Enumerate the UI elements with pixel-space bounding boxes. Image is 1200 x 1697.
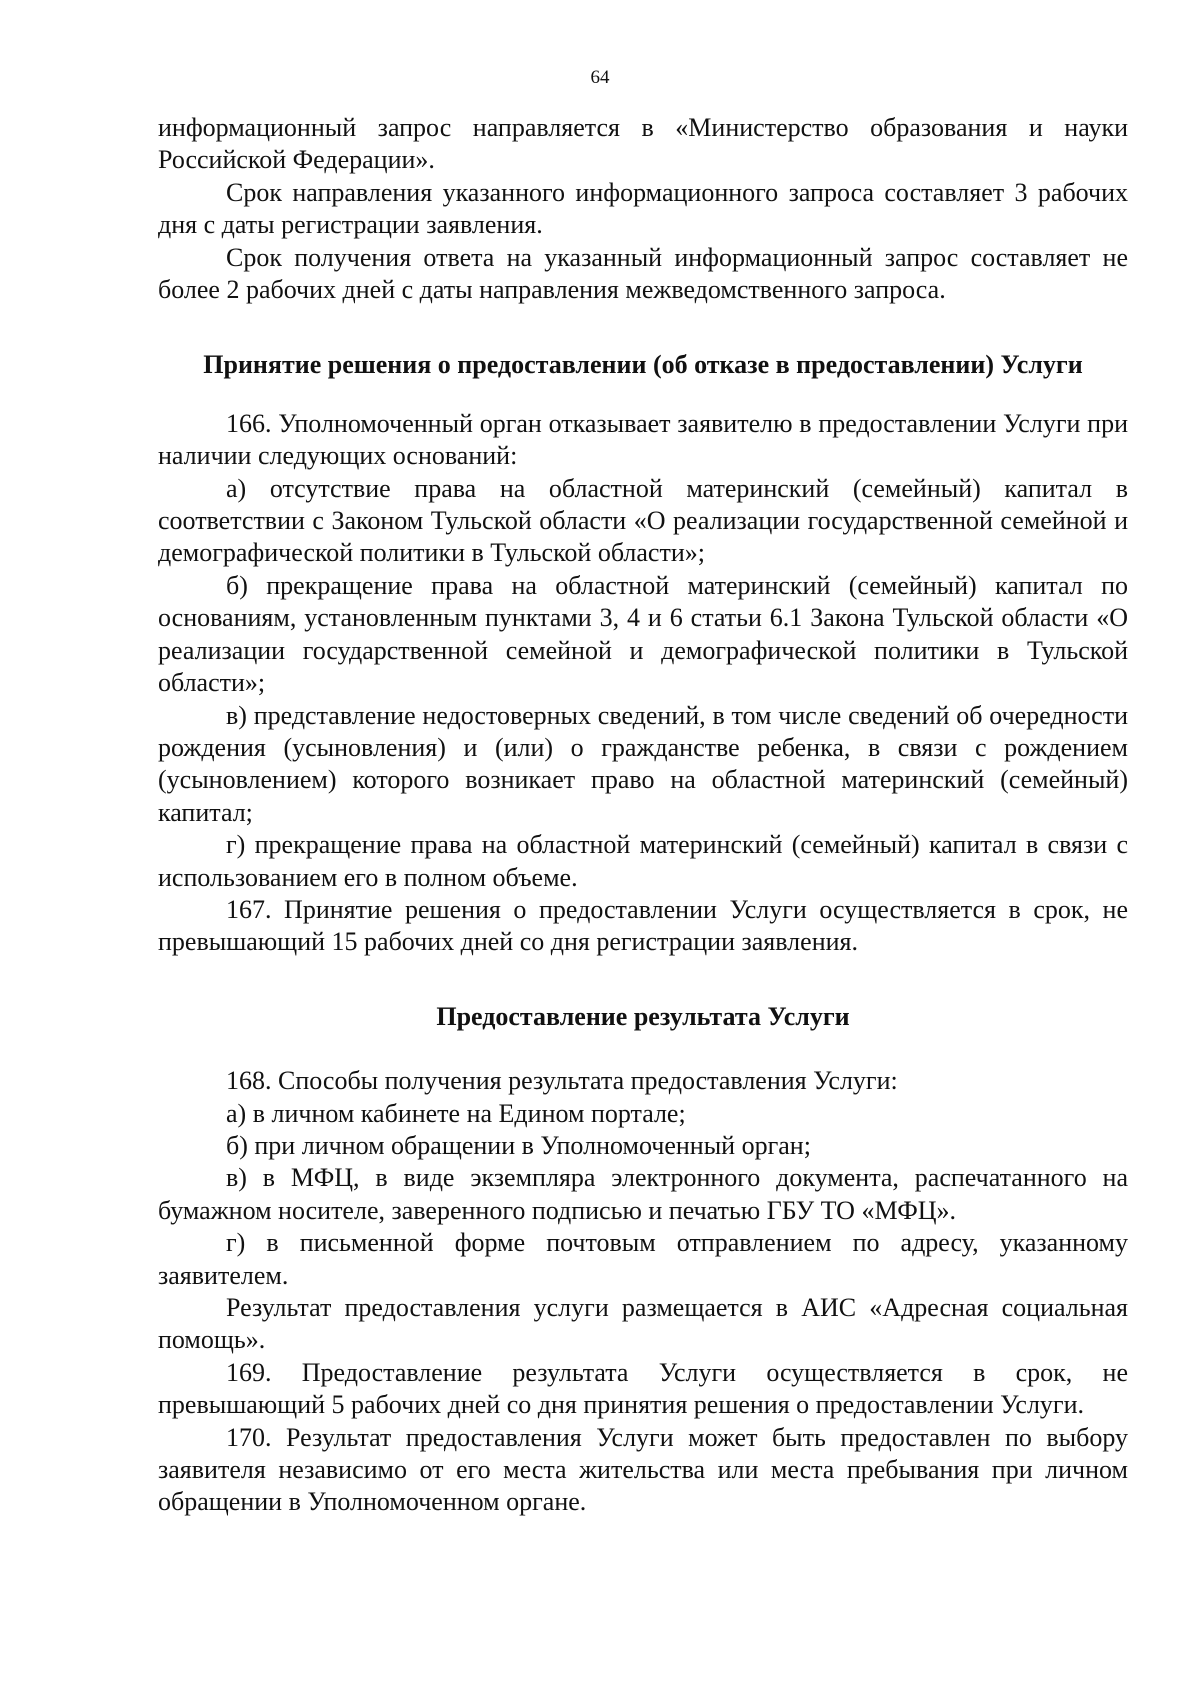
paragraph-item-168: 168. Способы получения результата предоставления Услуги: xyxy=(226,1066,898,1096)
paragraph-item-166-b: б) прекращение права на областной материнский (семейный) капитал по основаниям, установленным пунктами 3, 4 и 6 статьи 6.1 Закона Тульской области «О реализации государственной семейной и демографической политики в Тульской области»; xyxy=(158,570,1128,698)
paragraph-item-170: 170. Результат предоставления Услуги может быть предоставлен по выбору заявителя независимо от его места жительства или места пребывания при личном обращении в Уполномоченном органе. xyxy=(158,1422,1128,1517)
paragraph-item-168-b: б) при личном обращении в Уполномоченный орган; xyxy=(226,1130,811,1160)
section-heading-decision: Принятие решения о предоставлении (об отказе в предоставлении) Услуги xyxy=(203,350,1083,380)
paragraph-item-169: 169. Предоставление результата Услуги осуществляется в срок, не превышающий 5 рабочих дней со дня принятия решения о предоставлении Услуги. xyxy=(158,1357,1128,1420)
section-result-body xyxy=(158,1065,1128,1519)
paragraph-item-166-g: г) прекращение права на областной материнский (семейный) капитал в связи с использованием его в полном объеме. xyxy=(158,830,1128,892)
paragraph-item-167: 167. Принятие решения о предоставлении Услуги осуществляется в срок, не превышающий 15 рабочих дней со дня регистрации заявления. xyxy=(158,894,1128,957)
paragraph-info-request-recipient: информационный запрос направляется в «Министерство образования и науки Российской Федерации». xyxy=(158,113,1128,175)
paragraph-item-166: 166. Уполномоченный орган отказывает заявителю в предоставлении Услуги при наличии следующих оснований: xyxy=(158,408,1128,471)
paragraph-item-166-v: в) представление недостоверных сведений, в том числе сведений об очередности рождения (усыновления) и (или) о гражданстве ребенка, в связи с рождением (усыновлением) которого возникает право на областной материнский (семейный) капитал; xyxy=(158,700,1128,827)
section-decision-body xyxy=(158,408,1128,959)
paragraph-item-168-v: в) в МФЦ, в виде экземпляра электронного документа, распечатанного на бумажном носителе, заверенного подписью и печатью ГБУ ТО «МФЦ». xyxy=(158,1163,1128,1225)
document-body xyxy=(158,112,1128,1519)
paragraph-response-deadline: Срок получения ответа на указанный информационный запрос составляет не более 2 рабочих дней с даты направления межведомственного запроса. xyxy=(158,242,1128,305)
paragraph-item-168-a: а) в личном кабинете на Едином портале; xyxy=(226,1098,686,1128)
paragraph-request-deadline: Срок направления указанного информационного запроса составляет 3 рабочих дня с даты регистрации заявления. xyxy=(158,177,1128,240)
paragraph-item-168-g: г) в письменной форме почтовым отправлением по адресу, указанному заявителем. xyxy=(158,1228,1128,1290)
paragraph-result-placement: Результат предоставления услуги размещается в АИС «Адресная социальная помощь». xyxy=(158,1293,1128,1355)
page-number: 64 xyxy=(590,67,610,88)
section-heading-result: Предоставление результата Услуги xyxy=(436,1001,850,1031)
paragraph-item-166-a: а) отсутствие права на областной материнский (семейный) капитал в соответствии с Законом Тульской области «О реализации государственной семейной и демографической политики в Тульской области»; xyxy=(158,473,1128,568)
